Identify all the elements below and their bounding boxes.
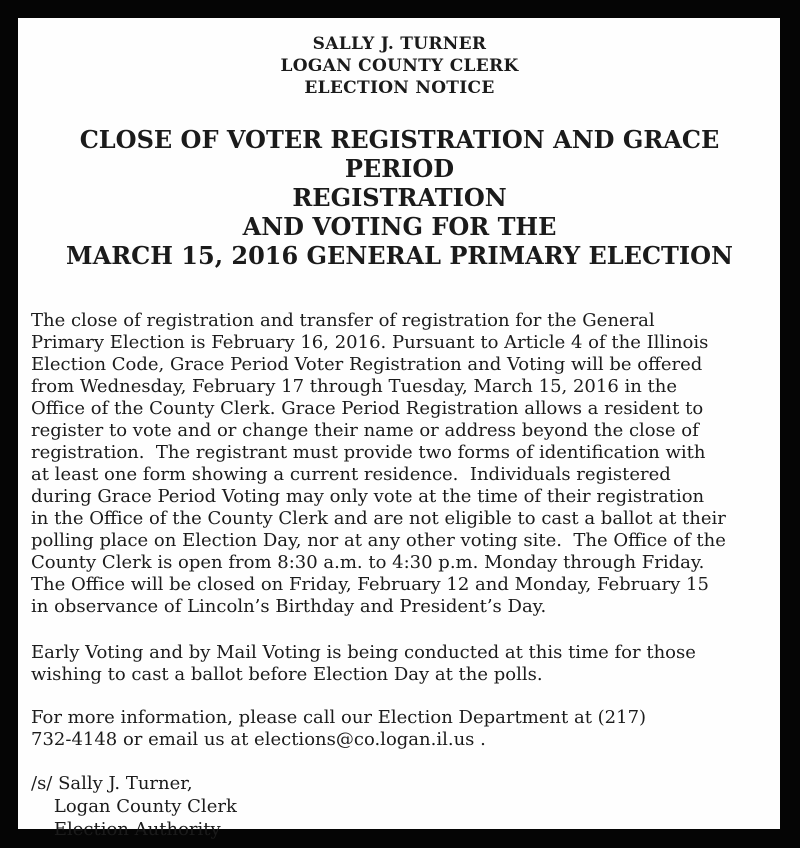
body-line: Office of the County Clerk. Grace Period Registration allows a resident to (31, 398, 704, 419)
notice-type: ELECTION NOTICE (304, 78, 495, 98)
title-line: MARCH 15, 2016 GENERAL PRIMARY ELECTION (66, 241, 733, 270)
body-line: in observance of Lincoln’s Birthday and President’s Day. (31, 596, 547, 617)
body-line: at least one form showing a current residence. Individuals registered (31, 464, 671, 485)
body-line: during Grace Period Voting may only vote at the time of their registration (31, 486, 705, 507)
body-line: registration. The registrant must provide two forms of identification with (31, 442, 706, 463)
signature-title: Logan County Clerk (31, 796, 237, 817)
body-line: The close of registration and transfer of registration for the General (31, 310, 655, 331)
clerk-office: LOGAN COUNTY CLERK (280, 56, 519, 76)
body-line: wishing to cast a ballot before Election Day at the polls. (31, 664, 543, 685)
body-line: register to vote and or change their name or address beyond the close of (31, 420, 699, 441)
body-line contact-line: 732-4148 or email us at elections@co.logan.il.us . (31, 729, 486, 750)
body-line: The Office will be closed on Friday, February 12 and Monday, February 15 (31, 574, 709, 595)
body-line: from Wednesday, February 17 through Tuesday, March 15, 2016 in the (31, 376, 678, 397)
signature-block (31, 772, 768, 841)
body-line: Primary Election is February 16, 2016. Pursuant to Article 4 of the Illinois (31, 332, 709, 353)
title-line: REGISTRATION (292, 183, 507, 212)
body-line: Election Code, Grace Period Voter Registration and Voting will be offered (31, 354, 703, 375)
title-line: CLOSE OF VOTER REGISTRATION AND GRACE PERIOD (79, 125, 720, 183)
signature-authority: Election Authority (31, 819, 221, 840)
notice-content (18, 18, 780, 840)
paragraph-contact-info (31, 707, 768, 751)
body-line: For more information, please call our Election Department at (217) (31, 707, 647, 728)
notice-title (31, 125, 768, 270)
paragraph-early-voting (31, 642, 768, 686)
title-line: AND VOTING FOR THE (242, 212, 557, 241)
body-line: County Clerk is open from 8:30 a.m. to 4:30 p.m. Monday through Friday. (31, 552, 705, 573)
body-line: Early Voting and by Mail Voting is being conducted at this time for those (31, 642, 696, 663)
body-line: in the Office of the County Clerk and are not eligible to cast a ballot at their (31, 508, 726, 529)
clerk-name: SALLY J. TURNER (312, 34, 487, 54)
body-line: polling place on Election Day, nor at any other voting site. The Office of the (31, 530, 726, 551)
paragraph-registration-details (31, 310, 768, 618)
notice-header (31, 33, 768, 99)
signature-name: /s/ Sally J. Turner, (31, 773, 193, 794)
